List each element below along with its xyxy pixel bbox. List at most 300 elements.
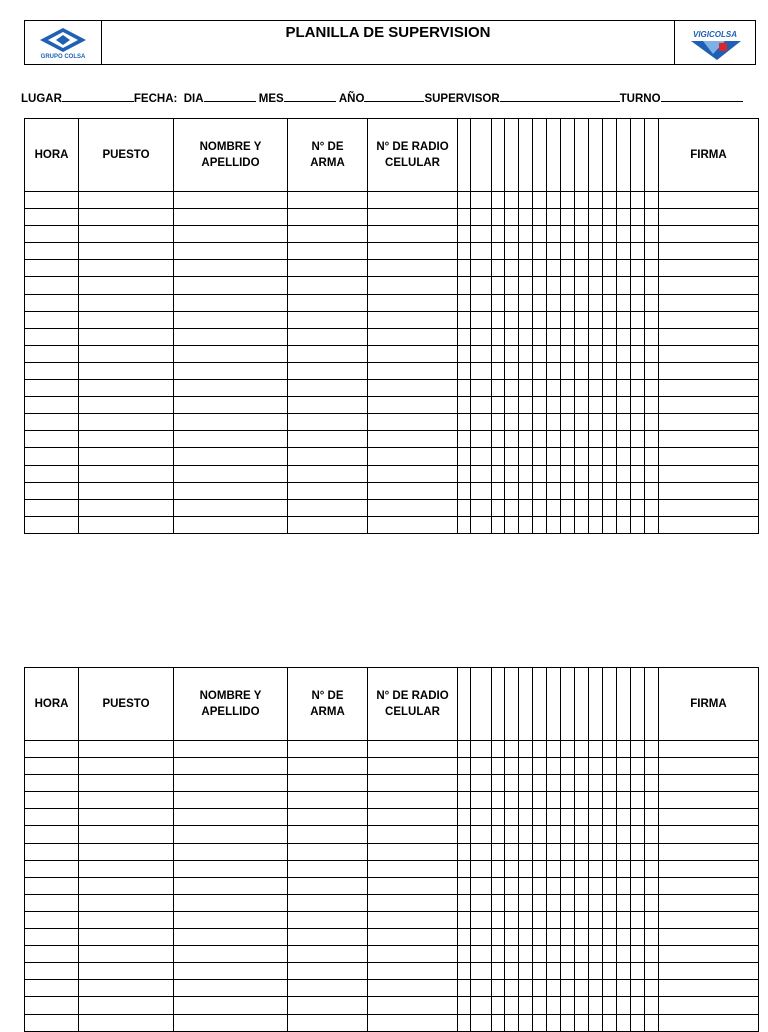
cell-puesto[interactable] <box>79 414 174 431</box>
cell-nombre[interactable] <box>174 431 288 448</box>
cell-puesto[interactable] <box>79 380 174 397</box>
cell-arma[interactable] <box>288 397 368 414</box>
cell-nombre[interactable] <box>174 192 288 209</box>
cell-puesto[interactable] <box>79 929 174 946</box>
cell-check[interactable] <box>561 826 575 843</box>
cell-check[interactable] <box>458 243 471 260</box>
cell-check[interactable] <box>471 362 492 379</box>
cell-radio[interactable] <box>368 482 458 499</box>
cell-check[interactable] <box>471 775 492 792</box>
cell-nombre[interactable] <box>174 997 288 1014</box>
cell-check[interactable] <box>561 741 575 758</box>
cell-check[interactable] <box>645 860 659 877</box>
cell-firma[interactable] <box>659 860 759 877</box>
cell-check[interactable] <box>547 345 561 362</box>
cell-check[interactable] <box>505 911 519 928</box>
cell-nombre[interactable] <box>174 980 288 997</box>
cell-check[interactable] <box>589 294 603 311</box>
cell-check[interactable] <box>458 397 471 414</box>
cell-check[interactable] <box>533 1014 547 1031</box>
cell-hora[interactable] <box>25 414 79 431</box>
cell-firma[interactable] <box>659 277 759 294</box>
cell-check[interactable] <box>603 499 617 516</box>
cell-arma[interactable] <box>288 311 368 328</box>
cell-check[interactable] <box>533 516 547 533</box>
cell-check[interactable] <box>492 482 505 499</box>
cell-check[interactable] <box>575 758 589 775</box>
cell-check[interactable] <box>547 860 561 877</box>
cell-check[interactable] <box>505 277 519 294</box>
turno-field[interactable] <box>661 92 743 102</box>
cell-check[interactable] <box>589 911 603 928</box>
cell-check[interactable] <box>458 843 471 860</box>
cell-check[interactable] <box>589 877 603 894</box>
cell-check[interactable] <box>547 414 561 431</box>
cell-check[interactable] <box>645 431 659 448</box>
cell-check[interactable] <box>575 380 589 397</box>
cell-firma[interactable] <box>659 980 759 997</box>
cell-check[interactable] <box>603 328 617 345</box>
cell-arma[interactable] <box>288 758 368 775</box>
cell-check[interactable] <box>533 499 547 516</box>
cell-radio[interactable] <box>368 209 458 226</box>
cell-check[interactable] <box>492 345 505 362</box>
cell-check[interactable] <box>617 860 631 877</box>
cell-hora[interactable] <box>25 826 79 843</box>
cell-check[interactable] <box>533 929 547 946</box>
cell-check[interactable] <box>603 860 617 877</box>
cell-check[interactable] <box>458 860 471 877</box>
cell-check[interactable] <box>547 226 561 243</box>
cell-check[interactable] <box>492 980 505 997</box>
cell-check[interactable] <box>589 792 603 809</box>
cell-check[interactable] <box>519 516 533 533</box>
cell-check[interactable] <box>547 260 561 277</box>
cell-firma[interactable] <box>659 809 759 826</box>
cell-check[interactable] <box>492 877 505 894</box>
cell-check[interactable] <box>533 311 547 328</box>
cell-nombre[interactable] <box>174 226 288 243</box>
cell-hora[interactable] <box>25 465 79 482</box>
cell-check[interactable] <box>492 226 505 243</box>
cell-arma[interactable] <box>288 911 368 928</box>
cell-check[interactable] <box>631 877 645 894</box>
cell-nombre[interactable] <box>174 826 288 843</box>
cell-check[interactable] <box>471 946 492 963</box>
cell-check[interactable] <box>617 380 631 397</box>
cell-check[interactable] <box>471 997 492 1014</box>
cell-check[interactable] <box>575 516 589 533</box>
cell-firma[interactable] <box>659 775 759 792</box>
cell-check[interactable] <box>561 843 575 860</box>
cell-check[interactable] <box>505 997 519 1014</box>
cell-check[interactable] <box>617 345 631 362</box>
cell-check[interactable] <box>505 860 519 877</box>
cell-check[interactable] <box>533 465 547 482</box>
cell-firma[interactable] <box>659 397 759 414</box>
cell-check[interactable] <box>458 482 471 499</box>
cell-check[interactable] <box>603 380 617 397</box>
cell-check[interactable] <box>505 345 519 362</box>
cell-check[interactable] <box>603 843 617 860</box>
cell-check[interactable] <box>631 311 645 328</box>
cell-check[interactable] <box>519 192 533 209</box>
cell-check[interactable] <box>631 397 645 414</box>
cell-check[interactable] <box>645 792 659 809</box>
cell-check[interactable] <box>645 929 659 946</box>
cell-check[interactable] <box>458 294 471 311</box>
cell-arma[interactable] <box>288 260 368 277</box>
cell-check[interactable] <box>471 192 492 209</box>
cell-check[interactable] <box>505 826 519 843</box>
cell-check[interactable] <box>589 345 603 362</box>
cell-check[interactable] <box>645 758 659 775</box>
cell-puesto[interactable] <box>79 860 174 877</box>
cell-check[interactable] <box>631 963 645 980</box>
cell-arma[interactable] <box>288 414 368 431</box>
cell-puesto[interactable] <box>79 277 174 294</box>
cell-check[interactable] <box>492 1014 505 1031</box>
cell-check[interactable] <box>589 414 603 431</box>
cell-puesto[interactable] <box>79 516 174 533</box>
cell-check[interactable] <box>471 294 492 311</box>
cell-check[interactable] <box>458 380 471 397</box>
cell-check[interactable] <box>519 362 533 379</box>
cell-check[interactable] <box>533 192 547 209</box>
cell-check[interactable] <box>561 345 575 362</box>
cell-check[interactable] <box>645 963 659 980</box>
cell-check[interactable] <box>603 809 617 826</box>
cell-check[interactable] <box>492 843 505 860</box>
cell-hora[interactable] <box>25 775 79 792</box>
cell-nombre[interactable] <box>174 860 288 877</box>
cell-check[interactable] <box>492 277 505 294</box>
cell-check[interactable] <box>471 397 492 414</box>
cell-hora[interactable] <box>25 809 79 826</box>
cell-firma[interactable] <box>659 226 759 243</box>
cell-check[interactable] <box>505 482 519 499</box>
cell-check[interactable] <box>575 448 589 465</box>
cell-check[interactable] <box>492 997 505 1014</box>
cell-check[interactable] <box>617 209 631 226</box>
cell-check[interactable] <box>458 499 471 516</box>
cell-check[interactable] <box>547 516 561 533</box>
cell-check[interactable] <box>492 448 505 465</box>
cell-check[interactable] <box>631 414 645 431</box>
cell-check[interactable] <box>575 775 589 792</box>
cell-check[interactable] <box>645 380 659 397</box>
cell-puesto[interactable] <box>79 775 174 792</box>
cell-check[interactable] <box>533 877 547 894</box>
cell-check[interactable] <box>458 946 471 963</box>
cell-check[interactable] <box>617 465 631 482</box>
cell-check[interactable] <box>645 311 659 328</box>
cell-check[interactable] <box>603 397 617 414</box>
cell-check[interactable] <box>533 758 547 775</box>
cell-firma[interactable] <box>659 260 759 277</box>
cell-check[interactable] <box>631 758 645 775</box>
cell-check[interactable] <box>519 826 533 843</box>
cell-check[interactable] <box>561 294 575 311</box>
cell-check[interactable] <box>561 499 575 516</box>
cell-check[interactable] <box>603 877 617 894</box>
cell-check[interactable] <box>471 243 492 260</box>
cell-check[interactable] <box>561 516 575 533</box>
cell-arma[interactable] <box>288 465 368 482</box>
cell-check[interactable] <box>561 226 575 243</box>
cell-check[interactable] <box>645 448 659 465</box>
cell-check[interactable] <box>589 431 603 448</box>
cell-arma[interactable] <box>288 362 368 379</box>
cell-check[interactable] <box>631 792 645 809</box>
cell-radio[interactable] <box>368 345 458 362</box>
cell-check[interactable] <box>631 448 645 465</box>
cell-firma[interactable] <box>659 243 759 260</box>
cell-check[interactable] <box>458 209 471 226</box>
cell-nombre[interactable] <box>174 277 288 294</box>
cell-check[interactable] <box>617 775 631 792</box>
cell-check[interactable] <box>617 809 631 826</box>
cell-arma[interactable] <box>288 448 368 465</box>
cell-check[interactable] <box>589 997 603 1014</box>
cell-check[interactable] <box>471 209 492 226</box>
supervisor-field[interactable] <box>500 92 620 102</box>
cell-check[interactable] <box>492 192 505 209</box>
cell-hora[interactable] <box>25 929 79 946</box>
cell-check[interactable] <box>603 431 617 448</box>
cell-hora[interactable] <box>25 482 79 499</box>
cell-check[interactable] <box>471 465 492 482</box>
cell-check[interactable] <box>617 414 631 431</box>
cell-check[interactable] <box>547 380 561 397</box>
cell-puesto[interactable] <box>79 465 174 482</box>
cell-firma[interactable] <box>659 414 759 431</box>
cell-arma[interactable] <box>288 980 368 997</box>
cell-check[interactable] <box>547 809 561 826</box>
cell-check[interactable] <box>505 380 519 397</box>
cell-check[interactable] <box>492 809 505 826</box>
cell-radio[interactable] <box>368 860 458 877</box>
cell-check[interactable] <box>471 860 492 877</box>
cell-check[interactable] <box>631 380 645 397</box>
cell-check[interactable] <box>458 345 471 362</box>
cell-check[interactable] <box>519 894 533 911</box>
cell-check[interactable] <box>603 997 617 1014</box>
cell-check[interactable] <box>617 448 631 465</box>
cell-check[interactable] <box>561 1014 575 1031</box>
cell-check[interactable] <box>631 243 645 260</box>
cell-arma[interactable] <box>288 1014 368 1031</box>
cell-puesto[interactable] <box>79 226 174 243</box>
cell-check[interactable] <box>547 929 561 946</box>
cell-check[interactable] <box>561 809 575 826</box>
cell-check[interactable] <box>458 894 471 911</box>
cell-hora[interactable] <box>25 894 79 911</box>
cell-check[interactable] <box>645 843 659 860</box>
cell-puesto[interactable] <box>79 877 174 894</box>
cell-check[interactable] <box>519 431 533 448</box>
cell-check[interactable] <box>505 328 519 345</box>
cell-radio[interactable] <box>368 963 458 980</box>
cell-check[interactable] <box>519 929 533 946</box>
cell-check[interactable] <box>645 277 659 294</box>
cell-check[interactable] <box>589 894 603 911</box>
cell-check[interactable] <box>589 929 603 946</box>
cell-check[interactable] <box>505 362 519 379</box>
cell-check[interactable] <box>603 929 617 946</box>
cell-check[interactable] <box>458 792 471 809</box>
cell-check[interactable] <box>519 414 533 431</box>
cell-check[interactable] <box>575 929 589 946</box>
cell-check[interactable] <box>505 243 519 260</box>
cell-check[interactable] <box>617 894 631 911</box>
cell-puesto[interactable] <box>79 997 174 1014</box>
cell-puesto[interactable] <box>79 758 174 775</box>
cell-check[interactable] <box>471 809 492 826</box>
cell-check[interactable] <box>631 192 645 209</box>
cell-check[interactable] <box>458 997 471 1014</box>
cell-nombre[interactable] <box>174 1014 288 1031</box>
cell-radio[interactable] <box>368 260 458 277</box>
cell-check[interactable] <box>547 465 561 482</box>
cell-hora[interactable] <box>25 397 79 414</box>
cell-nombre[interactable] <box>174 894 288 911</box>
cell-check[interactable] <box>533 946 547 963</box>
cell-radio[interactable] <box>368 929 458 946</box>
cell-check[interactable] <box>547 362 561 379</box>
cell-check[interactable] <box>575 328 589 345</box>
cell-check[interactable] <box>645 226 659 243</box>
cell-firma[interactable] <box>659 345 759 362</box>
cell-check[interactable] <box>631 499 645 516</box>
cell-firma[interactable] <box>659 482 759 499</box>
cell-check[interactable] <box>575 311 589 328</box>
cell-check[interactable] <box>603 277 617 294</box>
cell-nombre[interactable] <box>174 911 288 928</box>
cell-check[interactable] <box>645 328 659 345</box>
cell-check[interactable] <box>547 209 561 226</box>
cell-puesto[interactable] <box>79 260 174 277</box>
cell-check[interactable] <box>519 758 533 775</box>
cell-radio[interactable] <box>368 980 458 997</box>
cell-puesto[interactable] <box>79 741 174 758</box>
cell-nombre[interactable] <box>174 345 288 362</box>
cell-check[interactable] <box>575 792 589 809</box>
cell-check[interactable] <box>617 294 631 311</box>
cell-check[interactable] <box>561 243 575 260</box>
cell-nombre[interactable] <box>174 792 288 809</box>
cell-check[interactable] <box>471 826 492 843</box>
cell-check[interactable] <box>471 929 492 946</box>
cell-check[interactable] <box>547 946 561 963</box>
cell-check[interactable] <box>547 431 561 448</box>
cell-check[interactable] <box>492 516 505 533</box>
cell-check[interactable] <box>547 826 561 843</box>
cell-check[interactable] <box>561 792 575 809</box>
cell-hora[interactable] <box>25 963 79 980</box>
cell-check[interactable] <box>575 963 589 980</box>
cell-check[interactable] <box>533 448 547 465</box>
cell-check[interactable] <box>471 311 492 328</box>
cell-firma[interactable] <box>659 209 759 226</box>
cell-check[interactable] <box>533 431 547 448</box>
cell-check[interactable] <box>519 809 533 826</box>
cell-check[interactable] <box>575 997 589 1014</box>
cell-check[interactable] <box>519 775 533 792</box>
cell-check[interactable] <box>631 328 645 345</box>
cell-check[interactable] <box>492 775 505 792</box>
cell-check[interactable] <box>458 963 471 980</box>
cell-check[interactable] <box>589 860 603 877</box>
anio-field[interactable] <box>364 92 424 102</box>
cell-check[interactable] <box>533 277 547 294</box>
cell-check[interactable] <box>589 1014 603 1031</box>
cell-check[interactable] <box>631 775 645 792</box>
cell-check[interactable] <box>575 294 589 311</box>
cell-check[interactable] <box>561 380 575 397</box>
cell-radio[interactable] <box>368 758 458 775</box>
cell-check[interactable] <box>645 516 659 533</box>
cell-check[interactable] <box>617 260 631 277</box>
cell-check[interactable] <box>533 414 547 431</box>
cell-check[interactable] <box>492 826 505 843</box>
cell-check[interactable] <box>519 226 533 243</box>
cell-hora[interactable] <box>25 345 79 362</box>
cell-puesto[interactable] <box>79 826 174 843</box>
cell-check[interactable] <box>458 809 471 826</box>
cell-check[interactable] <box>561 775 575 792</box>
cell-check[interactable] <box>617 499 631 516</box>
cell-firma[interactable] <box>659 894 759 911</box>
cell-check[interactable] <box>519 448 533 465</box>
cell-check[interactable] <box>603 963 617 980</box>
cell-check[interactable] <box>561 328 575 345</box>
cell-check[interactable] <box>617 192 631 209</box>
cell-check[interactable] <box>575 209 589 226</box>
cell-check[interactable] <box>603 294 617 311</box>
cell-check[interactable] <box>458 431 471 448</box>
cell-check[interactable] <box>589 826 603 843</box>
cell-check[interactable] <box>561 448 575 465</box>
cell-check[interactable] <box>575 946 589 963</box>
cell-check[interactable] <box>603 192 617 209</box>
cell-check[interactable] <box>519 243 533 260</box>
cell-puesto[interactable] <box>79 499 174 516</box>
cell-check[interactable] <box>533 362 547 379</box>
cell-check[interactable] <box>645 877 659 894</box>
cell-firma[interactable] <box>659 963 759 980</box>
cell-check[interactable] <box>575 362 589 379</box>
cell-check[interactable] <box>575 826 589 843</box>
cell-check[interactable] <box>561 911 575 928</box>
cell-check[interactable] <box>617 516 631 533</box>
cell-hora[interactable] <box>25 226 79 243</box>
cell-check[interactable] <box>645 980 659 997</box>
cell-check[interactable] <box>519 946 533 963</box>
cell-arma[interactable] <box>288 775 368 792</box>
cell-check[interactable] <box>617 277 631 294</box>
cell-check[interactable] <box>505 516 519 533</box>
cell-check[interactable] <box>533 328 547 345</box>
cell-firma[interactable] <box>659 758 759 775</box>
cell-check[interactable] <box>603 209 617 226</box>
cell-check[interactable] <box>519 980 533 997</box>
cell-check[interactable] <box>631 260 645 277</box>
cell-firma[interactable] <box>659 843 759 860</box>
cell-check[interactable] <box>471 792 492 809</box>
cell-check[interactable] <box>645 397 659 414</box>
cell-check[interactable] <box>547 328 561 345</box>
